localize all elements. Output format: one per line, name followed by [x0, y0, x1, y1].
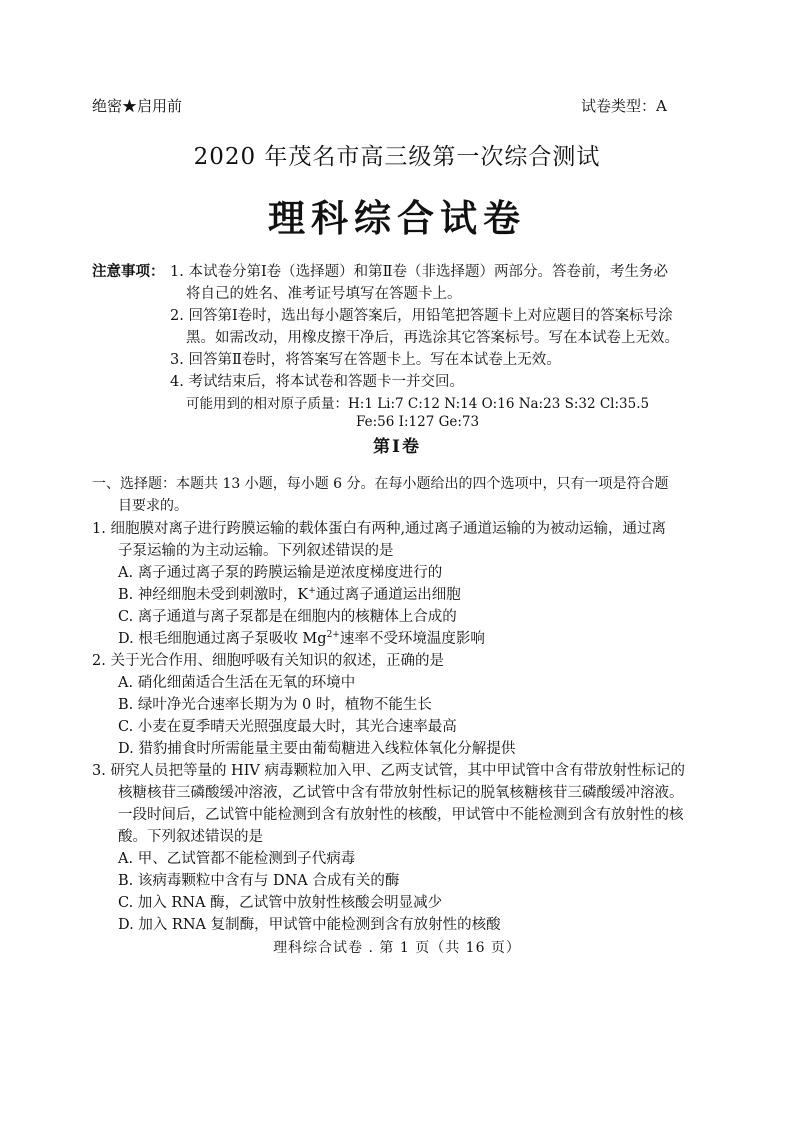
question-3-option-a: A. 甲、乙试管都不能检测到子代病毒 — [118, 851, 356, 867]
notice-line: 将自己的姓名、准考证号填写在答题卡上。 — [186, 286, 462, 302]
question-2-option-b: B. 绿叶净光合速率长期为为 0 时，植物不能生长 — [118, 697, 432, 713]
exam-title: 2020 年茂名市高三级第一次综合测试 — [193, 144, 601, 170]
part-one-instructions: 一、选择题：本题共 13 小题，每小题 6 分。在每小题给出的四个选项中，只有一项是符合题 — [92, 476, 669, 492]
question-3-stem: 3. 研究人员把等量的 HIV 病毒颗粒加入甲、乙两支试管，其中甲试管中含有带放射性标记的 — [92, 763, 686, 779]
confidential-label: 绝密★启用前 — [92, 97, 183, 115]
part-one-instructions: 目要求的。 — [118, 498, 188, 514]
question-3-stem: 酸。下列叙述错误的是 — [118, 829, 263, 845]
notice-line: 3. 回答第Ⅱ卷时，将答案写在答题卡上。写在本试卷上无效。 — [170, 352, 561, 368]
question-1-option-a: A. 离子通过离子泵的跨膜运输是逆浓度梯度进行的 — [118, 565, 443, 581]
question-3-stem: 一段时间后，乙试管中能检测到含有放射性的核酸，甲试管中不能检测到含有放射性的核 — [118, 807, 684, 823]
question-3-option-d: D. 加入 RNA 复制酶，甲试管中能检测到含有放射性的核酸 — [118, 917, 501, 933]
notice-line: 4. 考试结束后，将本试卷和答题卡一并交回。 — [170, 374, 464, 390]
notice-line: 1. 本试卷分第Ⅰ卷（选择题）和第Ⅱ卷（非选择题）两部分。答卷前，考生务必 — [170, 264, 669, 280]
notice-line: 黑。如需改动，用橡皮擦干净后，再选涂其它答案标号。写在本试卷上无效。 — [186, 330, 679, 346]
notice-label: 注意事项： — [92, 263, 165, 280]
question-2-option-d: D. 猎豹捕食时所需能量主要由葡萄糖进入线粒体氧化分解提供 — [118, 741, 516, 757]
notice-line: 2. 回答第Ⅰ卷时，选出每小题答案后，用铅笔把答题卡上对应题目的答案标号涂 — [170, 308, 673, 324]
atomic-mass-line: Fe:56 I:127 Ge:73 — [356, 414, 480, 430]
atomic-mass-line: 可能用到的相对原子质量：H:1 Li:7 C:12 N:14 O:16 Na:23 S:32 Cl:35.5 — [186, 396, 650, 412]
question-3-option-b: B. 该病毒颗粒中含有与 DNA 合成有关的酶 — [118, 873, 400, 889]
question-2-option-a: A. 硝化细菌适合生活在无氧的环境中 — [118, 675, 356, 691]
paper-title: 理科综合试卷 — [268, 196, 526, 240]
question-1-stem: 1. 细胞膜对离子进行跨膜运输的载体蛋白有两种,通过离子通道运输的为被动运输，通过离 — [92, 521, 667, 537]
paper-type-label: 试卷类型：A — [581, 97, 667, 115]
question-1-option-b: B. 神经细胞未受到刺激时，K+通过离子通道运出细胞 — [118, 586, 461, 603]
section-title: 第Ⅰ卷 — [373, 437, 421, 457]
question-3-option-c: C. 加入 RNA 酶，乙试管中放射性核酸会明显减少 — [118, 895, 443, 911]
question-3-stem: 核糖核苷三磷酸缓冲溶液，乙试管中含有带放射性标记的脱氧核糖核苷三磷酸缓冲溶液。 — [118, 785, 684, 801]
question-1-stem: 子泵运输的为主动运输。下列叙述错误的是 — [118, 543, 394, 559]
question-1-option-d: D. 根毛细胞通过离子泵吸收 $Mg^{2+}$速率不受环境温度影响 — [118, 630, 485, 647]
question-1-option-c: C. 离子通道与离子泵都是在细胞内的核糖体上合成的 — [118, 609, 457, 625]
question-2-option-c: C. 小麦在夏季晴天光照强度最大时，其光合速率最高 — [118, 719, 457, 735]
question-2-stem: 2. 关于光合作用、细胞呼吸有关知识的叙述，正确的是 — [92, 653, 444, 669]
page-footer: 理科综合试卷 . 第 1 页（共 16 页） — [273, 940, 521, 956]
